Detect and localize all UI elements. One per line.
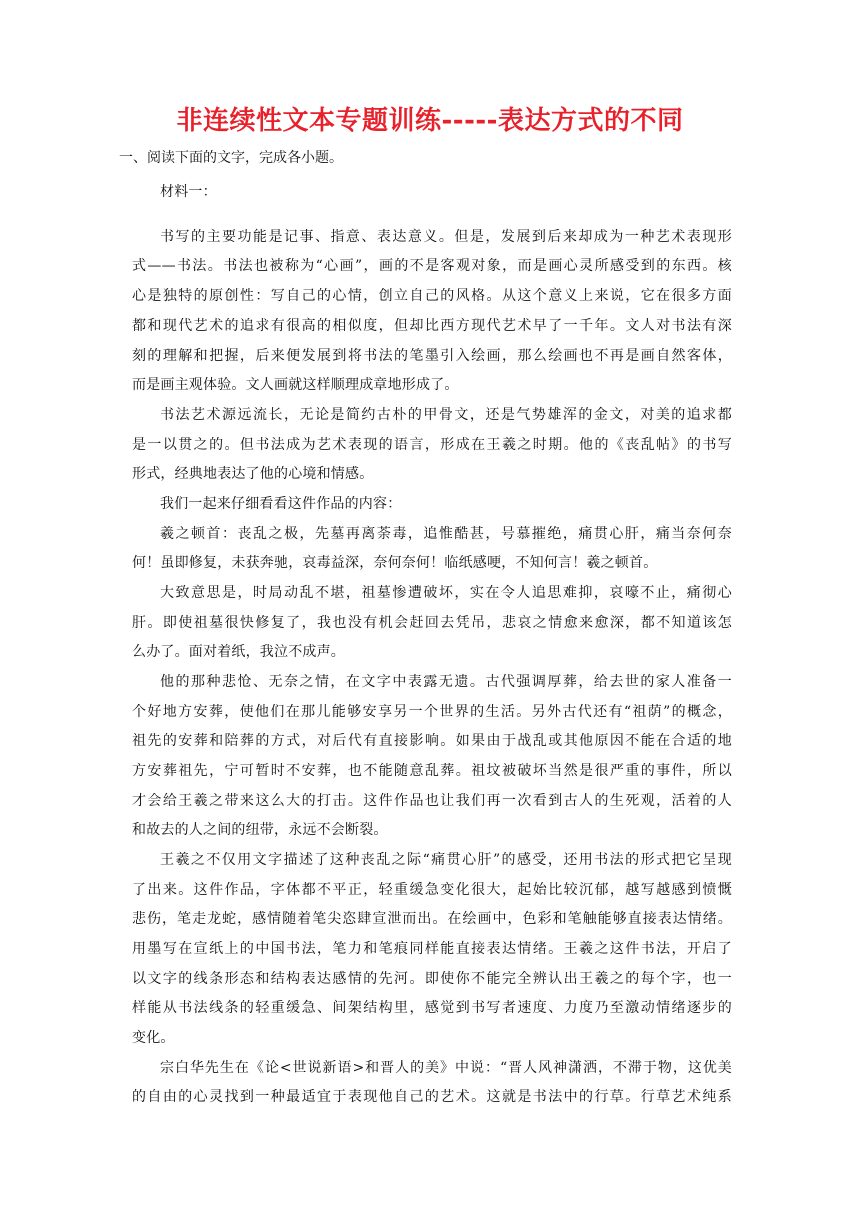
body-line: 羲之顿首：丧乱之极，先墓再离荼毒，追惟酷甚，号慕摧绝，痛贯心肝，痛当奈何奈 (160, 526, 732, 542)
body-line: 王羲之不仅用文字描述了这种丧乱之际“痛贯心肝”的感受，还用书法的形式把它呈现 (160, 852, 732, 868)
body-line: 了出来。这件作品，字体都不平正，轻重缓急变化很大，起始比较沉郁，越写越感到愤慨 (132, 882, 732, 898)
body-line: 祖先的安葬和陪葬的方式，对后代有直接影响。如果由于战乱或其他原因不能在合适的地 (132, 733, 732, 749)
body-line: 是一以贯之的。但书法成为艺术表现的语言，形成在王羲之时期。他的《丧乱帖》的书写 (132, 437, 732, 453)
body-line: 他的那种悲怆、无奈之情，在文字中表露无遗。古代强调厚葬，给去世的家人准备一 (160, 674, 732, 690)
material-label: 材料一： (160, 184, 217, 200)
body-line: 书写的主要功能是记事、指意、表达意义。但是，发展到后来却成为一种艺术表现形 (160, 229, 732, 245)
section-heading: 一、阅读下面的文字，完成各小题。 (119, 150, 343, 166)
body-line: 和故去的人之间的纽带，永远不会断裂。 (132, 822, 388, 838)
body-line: 我们一起来仔细看看这件作品的内容： (160, 496, 402, 512)
body-line: 大致意思是，时局动乱不堪，祖墓惨遭破坏，实在令人追思难抑，哀嚎不止，痛彻心 (160, 585, 732, 601)
body-line: 用墨写在宣纸上的中国书法，笔力和笔痕同样能直接表达情绪。王羲之这件书法，开启了 (132, 941, 732, 957)
body-line: 变化。 (132, 1030, 175, 1046)
body-line: 心是独特的原创性：写自己的心情，创立自己的风格。从这个意义上来说，它在很多方面 (132, 288, 732, 304)
body-line: 何！虽即修复，未获奔驰，哀毒益深，奈何奈何！临纸感哽，不知何言！羲之顿首。 (132, 555, 658, 571)
body-line: 方安葬祖先，宁可暂时不安葬，也不能随意乱葬。祖坟被破坏当然是很严重的事件，所以 (132, 763, 732, 779)
body-line: 书法艺术源远流长，无论是简约古朴的甲骨文，还是气势雄浑的金文，对美的追求都 (160, 407, 732, 423)
body-line: 宗白华先生在《论<世说新语>和晋人的美》中说：“晋人风神潇洒，不滞于物，这优美 (160, 1060, 732, 1076)
body-line: 样能从书法线条的轻重缓急、间架结构里，感觉到书写者速度、力度乃至激动情绪逐步的 (132, 1000, 732, 1016)
body-line: 刻的理解和把握，后来便发展到将书法的笔墨引入绘画，那么绘画也不再是画自然客体， (132, 348, 732, 364)
body-line: 式——书法。书法也被称为“心画”，画的不是客观对象，而是画心灵所感受到的东西。核 (132, 258, 732, 274)
document-title: 非连续性文本专题训练-----表达方式的不同 (176, 106, 684, 136)
body-line: 悲伤，笔走龙蛇，感情随着笔尖恣肆宣泄而出。在绘画中，色彩和笔触能够直接表达情绪。 (132, 911, 732, 927)
body-line: 形式，经典地表达了他的心境和情感。 (132, 466, 374, 482)
body-line: 才会给王羲之带来这么大的打击。这件作品也让我们再一次看到古人的生死观，活着的人 (132, 793, 732, 809)
body-line: 么办了。面对着纸，我泣不成声。 (132, 644, 345, 660)
body-line: 肝。即使祖墓很快修复了，我也没有机会赶回去凭吊，悲哀之情愈来愈深，都不知道该怎 (132, 615, 732, 631)
body-line: 的自由的心灵找到一种最适宜于表现他自己的艺术。这就是书法中的行草。行草艺术纯系 (132, 1089, 732, 1105)
body-line: 都和现代艺术的追求有很高的相似度，但却比西方现代艺术早了一千年。文人对书法有深 (132, 318, 732, 334)
body-line: 而是画主观体验。文人画就这样顺理成章地形成了。 (132, 377, 459, 393)
body-line: 个好地方安葬，使他们在那儿能够安享另一个世界的生活。另外古代还有“祖荫”的概念， (132, 704, 732, 720)
body-line: 以文字的线条形态和结构表达感情的先河。即使你不能完全辨认出王羲之的每个字，也一 (132, 971, 732, 987)
